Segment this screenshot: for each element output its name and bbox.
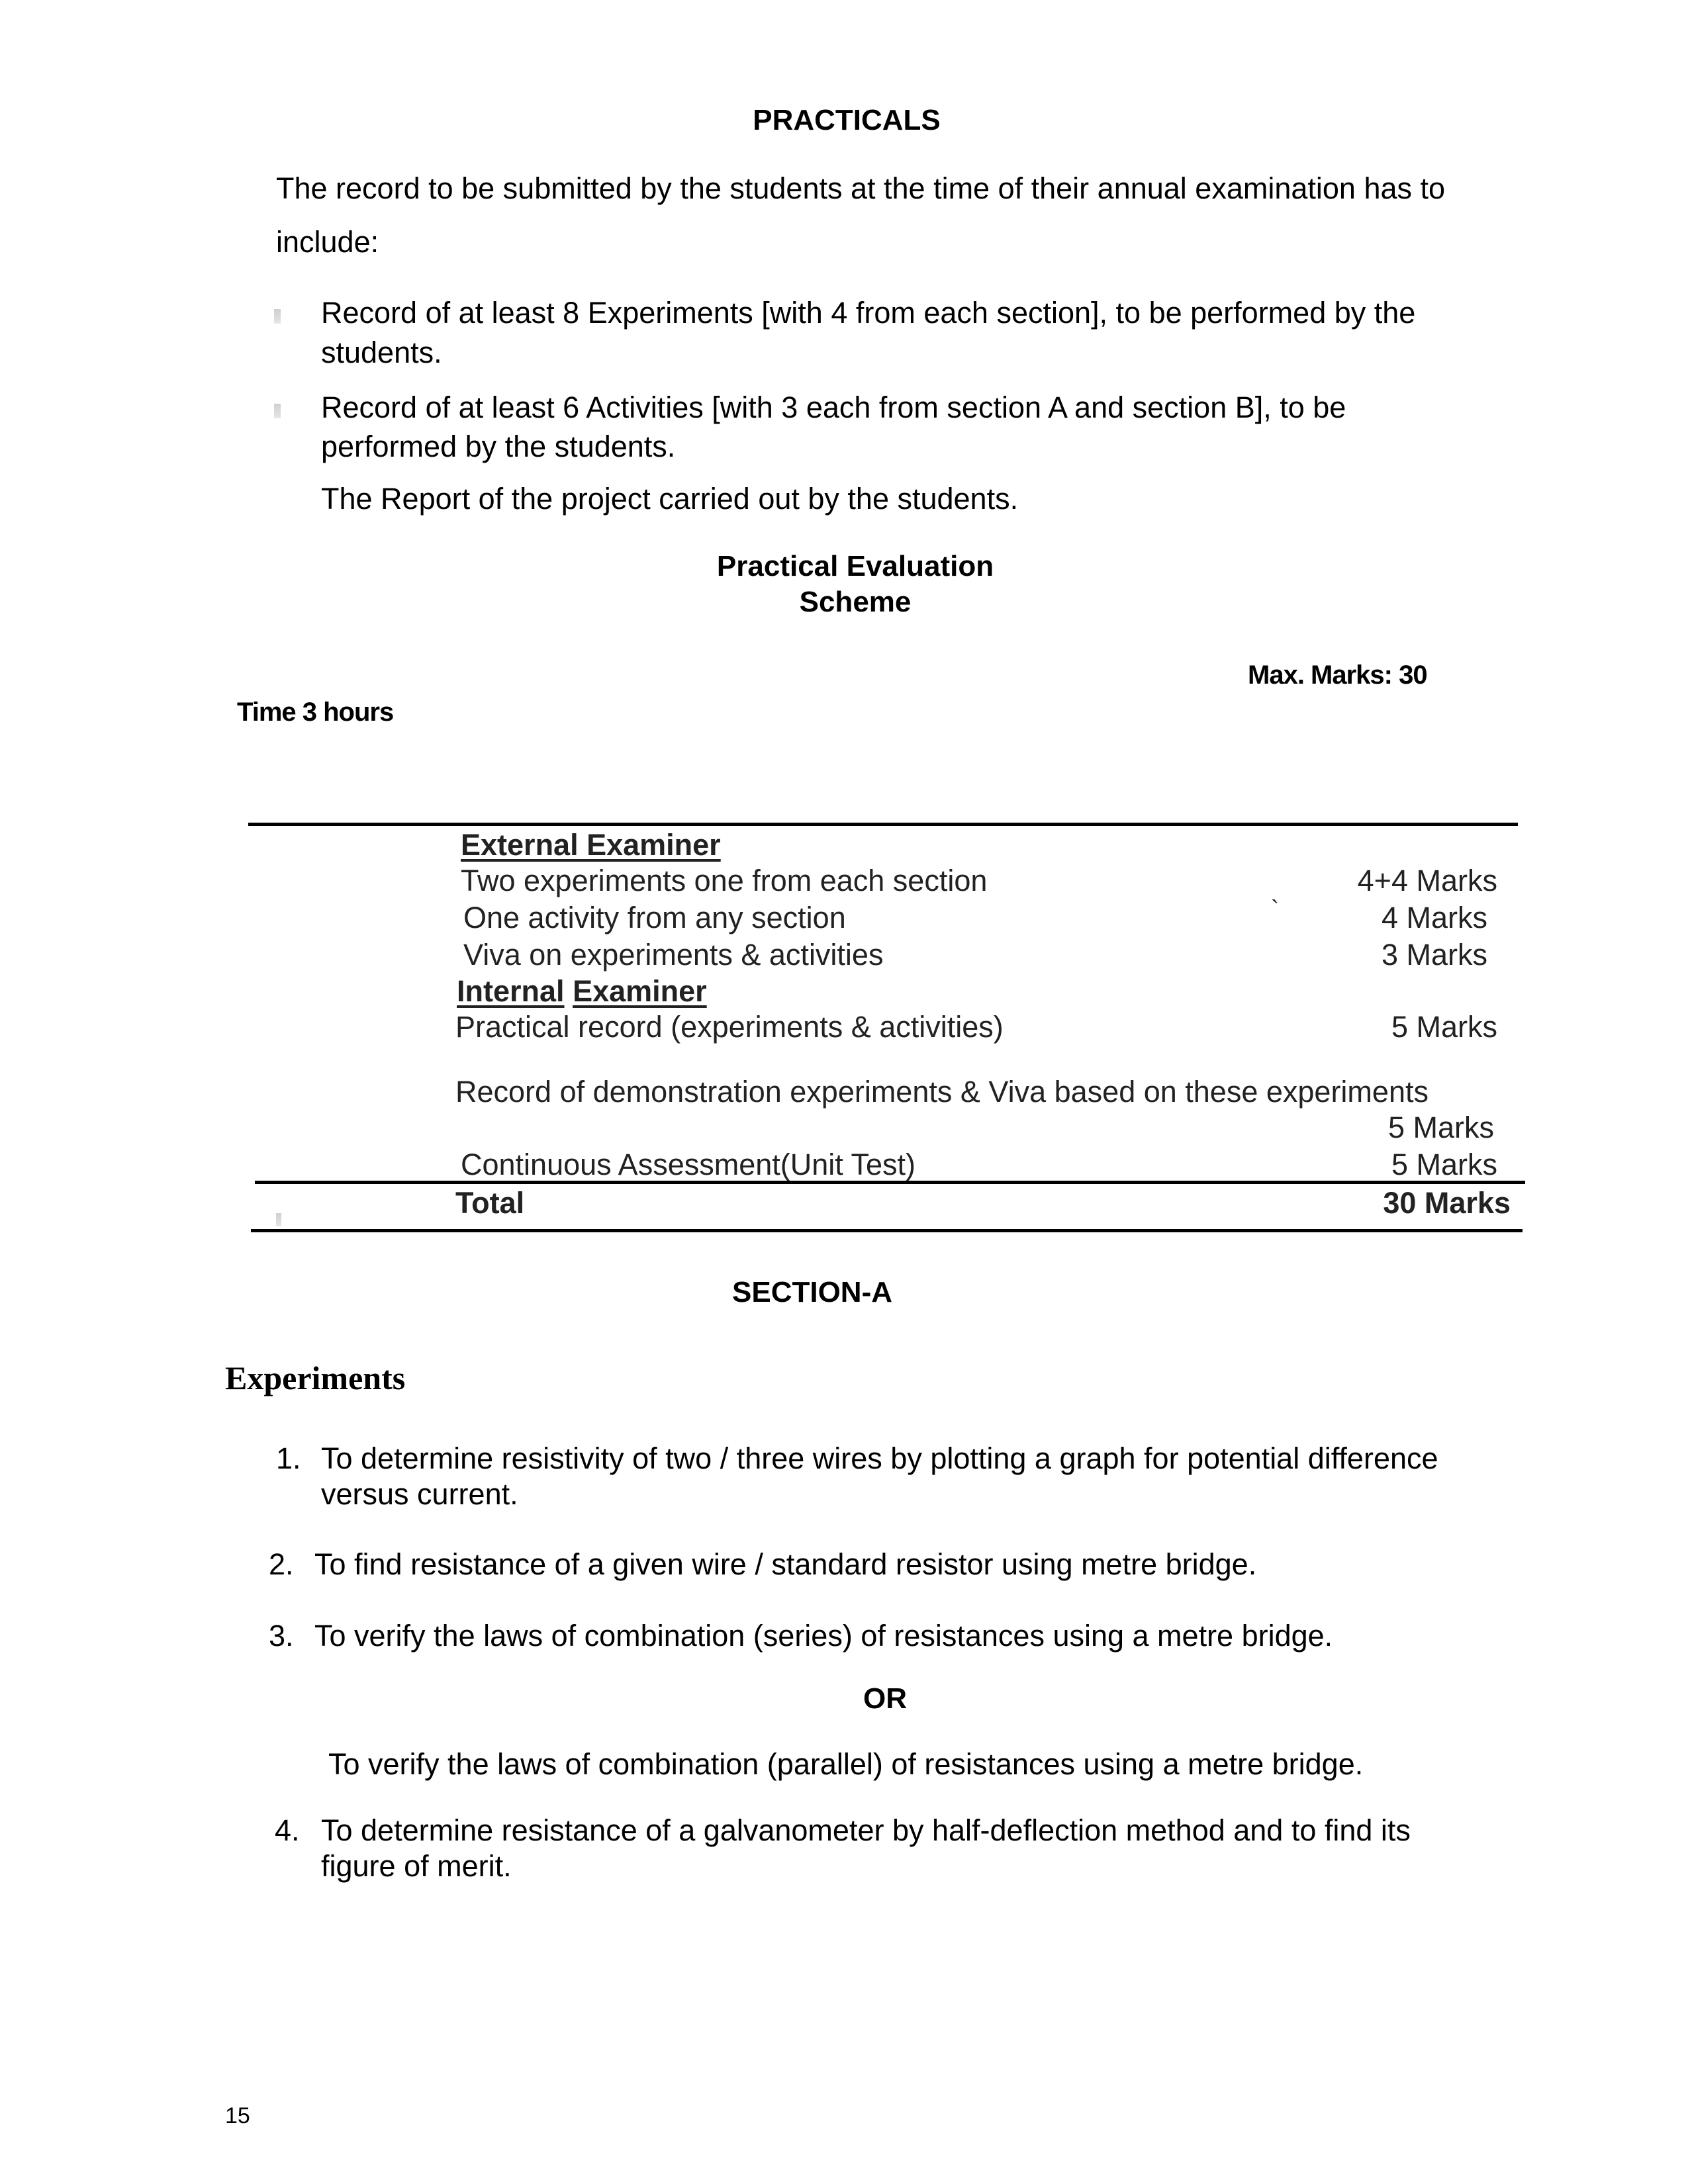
- item-number: 4.: [275, 1813, 300, 1847]
- row-marks: 3 Marks: [1381, 938, 1487, 972]
- internal-examiner-heading: Internal Examiner: [457, 974, 707, 1008]
- row-marks: 5 Marks: [1391, 1010, 1497, 1044]
- item-number: 1.: [276, 1441, 301, 1475]
- record-item-line-1: Record of at least 6 Activities [with 3 each from section A and section B], to be: [321, 390, 1346, 424]
- row-label: Record of demonstration experiments & Viva based on these experiments: [455, 1075, 1429, 1109]
- alternative-experiment: To verify the laws of combination (parallel) of resistances using a metre bridge.: [328, 1747, 1364, 1781]
- row-label: Viva on experiments & activities: [463, 938, 884, 972]
- item-text-line-1: To find resistance of a given wire / standard resistor using metre bridge.: [314, 1547, 1257, 1581]
- item-text-line-2: figure of merit.: [321, 1849, 512, 1883]
- record-item-line-1: Record of at least 8 Experiments [with 4 from each section], to be performed by the: [321, 296, 1416, 330]
- time-duration: Time 3 hours: [237, 698, 394, 727]
- row-marks: 5 Marks: [1391, 1148, 1497, 1181]
- scheme-title-line-2: Scheme: [799, 586, 912, 618]
- bullet-icon: [276, 1213, 281, 1226]
- section-title: SECTION-A: [732, 1276, 892, 1308]
- page-title: PRACTICALS: [753, 104, 941, 136]
- item-number: 3.: [269, 1619, 294, 1653]
- total-marks: 30 Marks: [1383, 1186, 1511, 1220]
- bullet-icon: [274, 309, 281, 324]
- stray-mark: `: [1271, 895, 1279, 923]
- item-number: 2.: [269, 1547, 294, 1581]
- total-label: Total: [455, 1186, 525, 1220]
- row-marks: 4+4 Marks: [1357, 864, 1497, 897]
- max-marks: Max. Marks: 30: [1248, 660, 1427, 690]
- intro-line-2: include:: [276, 225, 379, 259]
- external-examiner-heading: External Examiner: [461, 828, 721, 862]
- scheme-title-line-1: Practical Evaluation: [716, 550, 994, 582]
- item-text-line-1: To verify the laws of combination (series) of resistances using a metre bridge.: [314, 1619, 1333, 1653]
- page-number: 15: [225, 2103, 250, 2128]
- table-bottom-rule: [251, 1229, 1523, 1232]
- row-marks: 4 Marks: [1381, 901, 1487, 934]
- item-text-line-1: To determine resistivity of two / three wires by plotting a graph for potential difference: [321, 1441, 1438, 1475]
- row-label: Two experiments one from each section: [461, 864, 988, 897]
- table-top-rule: [248, 823, 1518, 826]
- item-text-line-2: versus current.: [321, 1477, 518, 1511]
- record-item-line-2: students.: [321, 336, 442, 369]
- item-text-line-1: To determine resistance of a galvanometer by half-deflection method and to find its: [321, 1813, 1411, 1847]
- row-label: One activity from any section: [463, 901, 846, 934]
- row-label: Continuous Assessment(Unit Test): [461, 1148, 915, 1181]
- bullet-icon: [274, 404, 281, 418]
- total-separator-rule: [255, 1181, 1525, 1184]
- experiments-heading: Experiments: [225, 1359, 406, 1396]
- report-line: The Report of the project carried out by the students.: [321, 482, 1019, 516]
- record-item-line-2: performed by the students.: [321, 430, 676, 463]
- row-label: Practical record (experiments & activities): [455, 1010, 1004, 1044]
- row-marks: 5 Marks: [1387, 1111, 1494, 1144]
- intro-line-1: The record to be submitted by the students at the time of their annual examination has to: [276, 171, 1446, 205]
- or-label: OR: [863, 1682, 907, 1715]
